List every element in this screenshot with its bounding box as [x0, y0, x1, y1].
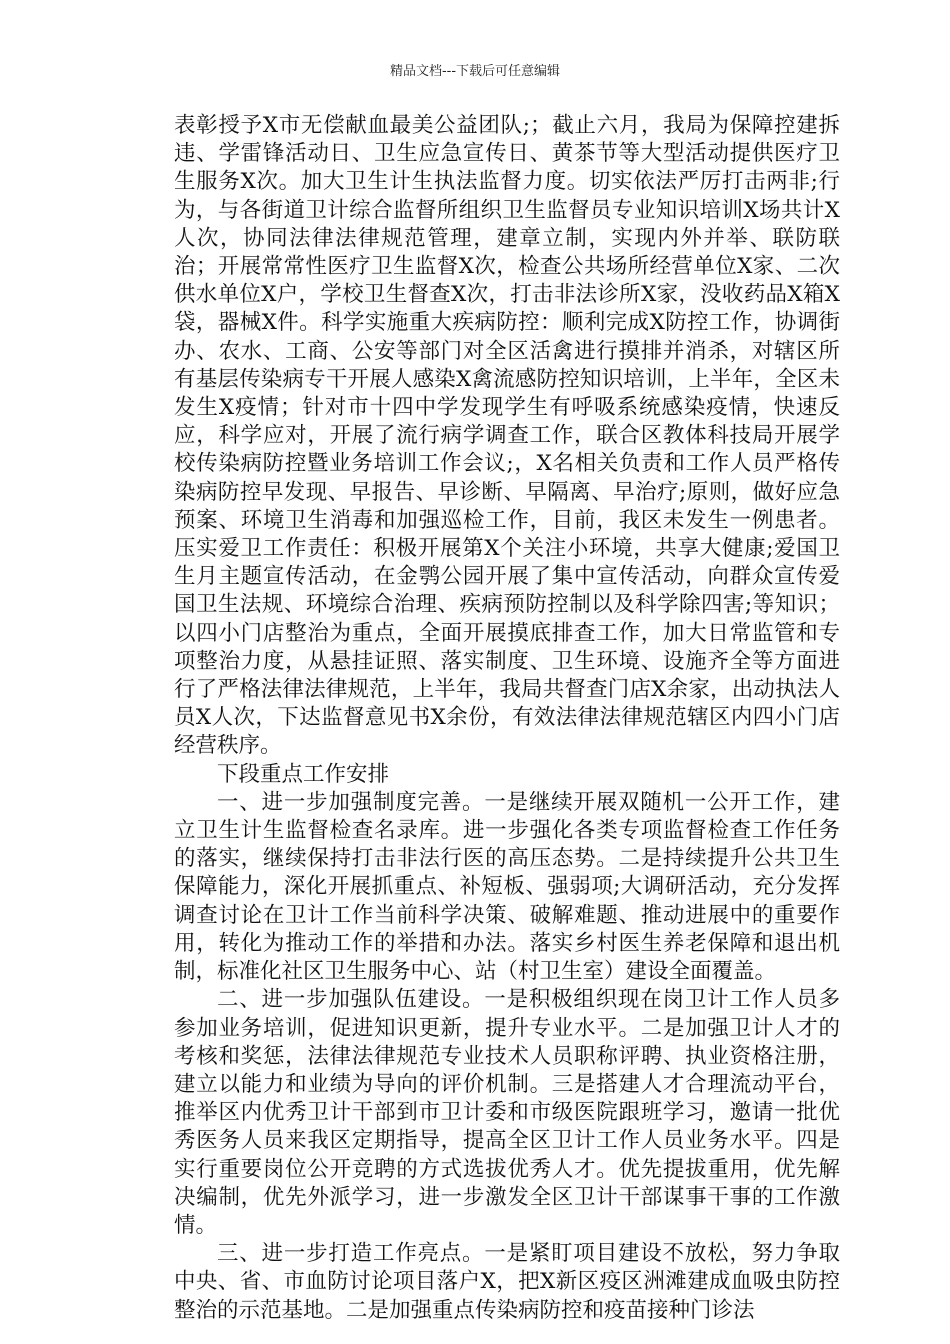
paragraph-2: 一、进一步加强制度完善。一是继续开展双随机一公开工作，建立卫生计生监督检查名录库。进一步强化各类专项监督检查工作任务的落实，继续保持打击非法行医的高压态势。二是持续提升公共卫生保障能力，深化开展抓重点、补短板、强弱项;大调研活动，充分发挥调查讨论在卫计工作当前科学决策、破解难题、推动进展中的重要作用，转化为推动工作的举措和办法。落实乡村医生养老保障和退出机制，标准化社区卫生服务中心、站（村卫生室）建设全面覆盖。: [174, 789, 840, 985]
paragraph-4: 三、进一步打造工作亮点。一是紧盯项目建设不放松，努力争取中央、省、市血防讨论项目落户X，把X新区疫区洲滩建成血吸虫防控整治的示范基地。二是加强重点传染病防控和疫苗接种门诊法: [174, 1241, 840, 1323]
document-body: [174, 112, 840, 1325]
paragraph-3: 二、进一步加强队伍建设。一是积极组织现在岗卫计工作人员多参加业务培训，促进知识更新，提升专业水平。二是加强卫计人才的考核和奖惩，法律法律规范专业技术人员职称评聘、执业资格注册，建立以能力和业绩为导向的评价机制。三是搭建人才合理流动平台，推举区内优秀卫计干部到市卫计委和市级医院跟班学习，邀请一批优秀医务人员来我区定期指导，提高全区卫计工作人员业务水平。四是实行重要岗位公开竞聘的方式选拔优秀人才。优先提拔重用，优先解决编制，优先外派学习，进一步激发全区卫计干部谋事干事的工作激情。: [174, 987, 840, 1238]
page-header: 精品文档---下载后可任意编辑: [389, 64, 561, 79]
paragraph-1: 表彰授予X市无偿献血最美公益团队;；截止六月，我局为保障控建拆违、学雷锋活动日、卫生应急宣传日、黄茶节等大型活动提供医疗卫生服务X次。加大卫生计生执法监督力度。切实依法严厉打击两非;行为，与各街道卫计综合监督所组织卫生监督员专业知识培训X场共计X人次，协同法律法律规范管理，建章立制，实现内外并举、联防联治；开展常常性医疗卫生监督X次，检查公共场所经营单位X家、二次供水单位X户，学校卫生督查X次，打击非法诊所X家，没收药品X箱X袋，器械X件。科学实施重大疾病防控：顺利完成X防控工作，协调街办、农水、工商、公安等部门对全区活禽进行摸排并消杀，对辖区所有基层传染病专干开展人感染X禽流感防控知识培训，上半年，全区未发生X疫情；针对市十四中学发现学生有呼吸系统感染疫情，快速反应，科学应对，开展了流行病学调查工作，联合区教体科技局开展学校传染病防控暨业务培训工作会议;，X名相关负责和工作人员严格传染病防控早发现、早报告、早诊断、早隔离、早治疗;原则，做好应急预案、环境卫生消毒和加强巡检工作，目前，我区未发生一例患者。压实爱卫工作责任：积极开展第X个关注小环境，共享大健康;爱国卫生月主题宣传活动，在金鹗公园开展了集中宣传活动，向群众宣传爱国卫生法规、环境综合治理、疾病预防控制以及科学除四害;等知识；以四小门店整治为重点，全面开展摸底排查工作，加大日常监管和专项整治力度，从悬挂证照、落实制度、卫生环境、设施齐全等方面进行了严格法律法律规范，上半年，我局共督查门店X余家，出动执法人员X人次，下达监督意见书X余份，有效法律法律规范辖区内四小门店经营秩序。: [174, 113, 840, 759]
section-heading: 下段重点工作安排: [217, 761, 390, 787]
